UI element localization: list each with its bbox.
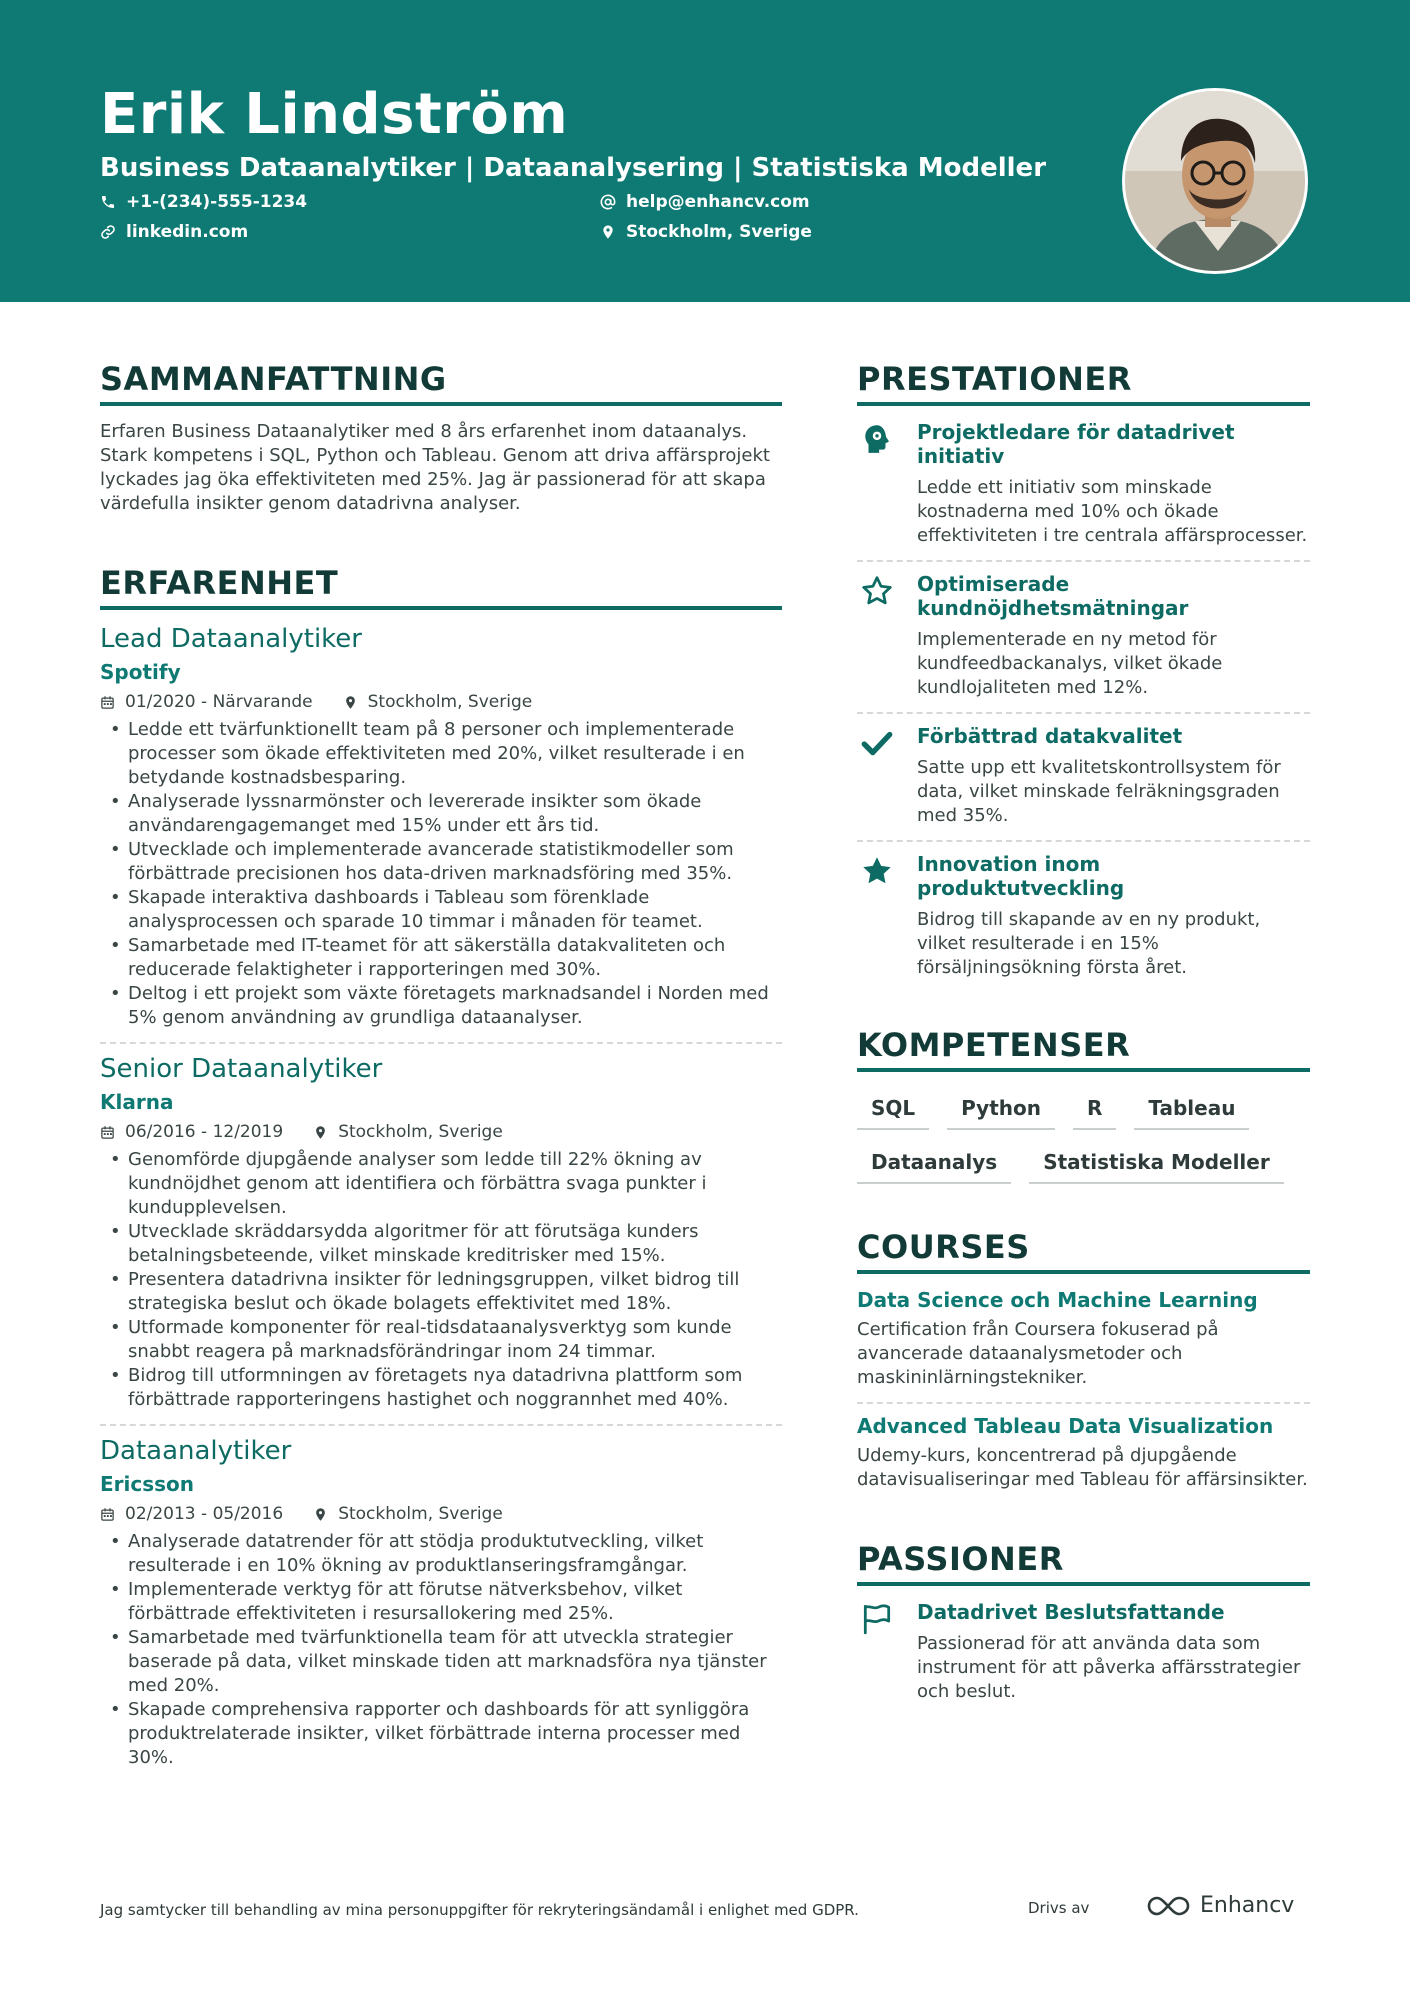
enhancv-logo-icon <box>1146 1894 1192 1918</box>
bullet-item: • Presentera datadrivna insikter för ledningsgruppen, vilket bidrog till strategiska beslut och ökade bolagets effektivitet med 18%. <box>100 1268 782 1316</box>
job-location-text: Stockholm, Sverige <box>338 1504 503 1524</box>
company-name: Spotify <box>100 660 181 684</box>
head-icon <box>857 420 897 548</box>
calendar-icon <box>100 1507 115 1522</box>
job-meta <box>100 1122 782 1142</box>
achievement-title: Projektledare för datadrivet initiativ <box>917 420 1235 468</box>
achievement-body <box>917 852 1310 980</box>
star-filled-icon <box>857 852 897 980</box>
divider <box>857 712 1310 714</box>
job-dates <box>100 1504 283 1524</box>
phone-icon <box>100 194 116 210</box>
section-title-experience: ERFARENHET <box>100 564 782 610</box>
skill-tag: Tableau <box>1134 1090 1249 1130</box>
candidate-name: Erik Lindström <box>100 82 569 147</box>
divider <box>100 1424 782 1426</box>
achievement-body <box>917 572 1310 700</box>
bullet-item: • Implementerade verktyg för att förutse nätverksbehov, vilket förbättrade effektiviteten i resursallokering med 25%. <box>100 1578 782 1626</box>
job-location-text: Stockholm, Sverige <box>338 1122 503 1142</box>
candidate-title: Business Dataanalytiker | Dataanalysering | Statistiska Modeller <box>100 153 1047 183</box>
profile-photo <box>1122 88 1308 274</box>
achievement-desc: Implementerade en ny metod för kundfeedbackanalys, vilket ökade kundlojaliteten med 12%. <box>917 629 1223 698</box>
summary-section <box>100 360 782 516</box>
bullet-item: • Samarbetade med tvärfunktionella team för att utveckla strategier baserade på data, vilket minskade tiden att marknadsföra nya tjänster med 20%. <box>100 1626 782 1698</box>
bullet-item: • Genomförde djupgående analyser som ledde till 22% ökning av kundnöjdhet genom att identifiera och förbättra svaga punkter i kundupplevelsen. <box>100 1148 782 1220</box>
section-title-passions: PASSIONER <box>857 1540 1310 1586</box>
job-title: Lead Dataanalytiker <box>100 624 362 654</box>
section-title-skills: KOMPETENSER <box>857 1026 1310 1072</box>
achievement-title: Optimiserade kundnöjdhetsmätningar <box>917 572 1189 620</box>
skill-tag: Python <box>947 1090 1055 1130</box>
location-text: Stockholm, Sverige <box>626 222 812 242</box>
job-entry <box>100 1436 782 1770</box>
link-icon <box>100 224 116 240</box>
phone-text: +1-(234)-555-1234 <box>126 192 308 212</box>
job-dates <box>100 1122 283 1142</box>
passion-body <box>917 1600 1310 1704</box>
course-desc: Certification från Coursera fokuserad på avancerade dataanalysmetoder och maskininlärningstekniker. <box>857 1319 1219 1388</box>
skill-tag: SQL <box>857 1090 929 1130</box>
job-entry <box>100 624 782 1030</box>
bullet-item: • Analyserade datatrender för att stödja produktutveckling, vilket resulterade i en 10% ökning av produktlanseringsframgångar. <box>100 1530 782 1578</box>
at-icon <box>600 194 616 210</box>
job-dates <box>100 692 313 712</box>
achievement-item <box>857 572 1310 700</box>
job-location <box>313 1122 503 1142</box>
calendar-icon <box>100 1125 115 1140</box>
job-title: Dataanalytiker <box>100 1436 292 1466</box>
bullet-item: • Samarbetade med IT-teamet för att säkerställa datakvaliteten och reducerade felaktigheter i rapporteringen med 30%. <box>100 934 782 982</box>
job-bullets <box>100 1530 782 1770</box>
course-desc: Udemy-kurs, koncentrerad på djupgående datavisualiseringar med Tableau för affärsinsikter. <box>857 1445 1308 1490</box>
left-column <box>100 360 782 1770</box>
contact-phone[interactable] <box>100 192 307 212</box>
company-name: Klarna <box>100 1090 174 1114</box>
bullet-item: • Skapade comprehensiva rapporter och dashboards för att synliggöra produktrelaterade insikter, vilket förbättrade interna processer med 30%. <box>100 1698 782 1770</box>
course-title: Advanced Tableau Data Visualization <box>857 1414 1274 1438</box>
resume-header <box>0 0 1410 302</box>
achievement-title: Innovation inom produktutveckling <box>917 852 1125 900</box>
job-dates-text: 02/2013 - 05/2016 <box>125 1504 284 1524</box>
powered-by-label: Drivs av <box>1028 1899 1090 1917</box>
job-location <box>343 692 533 712</box>
job-bullets <box>100 718 782 1030</box>
job-meta <box>100 1504 782 1524</box>
bullet-item: • Utformade komponenter för real-tidsdataanalysverktyg som kunde snabbt reagera på marknadsförändringar inom 24 timmar. <box>100 1316 782 1364</box>
section-title-achievements: PRESTATIONER <box>857 360 1310 406</box>
passion-item <box>857 1600 1310 1704</box>
job-bullets <box>100 1148 782 1412</box>
section-title-summary: SAMMANFATTNING <box>100 360 782 406</box>
job-dates-text: 06/2016 - 12/2019 <box>125 1122 284 1142</box>
job-entry <box>100 1054 782 1412</box>
location-pin-icon <box>313 1507 328 1522</box>
achievement-item <box>857 852 1310 980</box>
divider <box>857 840 1310 842</box>
email-text: help@enhancv.com <box>626 192 810 212</box>
enhancv-brand-text: Enhancv <box>1200 1893 1295 1918</box>
contact-linkedin[interactable] <box>100 222 248 242</box>
enhancv-logo[interactable] <box>1146 1893 1294 1918</box>
company-name: Ericsson <box>100 1472 195 1496</box>
calendar-icon <box>100 695 115 710</box>
contact-location <box>600 222 812 242</box>
summary-text: Erfaren Business Dataanalytiker med 8 års erfarenhet inom dataanalys. Stark kompetens i SQL, Python och Tableau. Genom att driva affärsprojekt lyckades jag öka effektiviteten med 25%. Jag är passionerad för att skapa värdefulla insikter genom datadrivna analyser. <box>100 421 770 514</box>
job-dates-text: 01/2020 - Närvarande <box>125 692 313 712</box>
right-column <box>857 360 1310 1704</box>
bullet-item: • Utvecklade och implementerade avancerade statistikmodeller som förbättrade precisionen hos data-driven marknadsföring med 35%. <box>100 838 782 886</box>
achievement-item <box>857 420 1310 548</box>
skills-section <box>857 1026 1310 1184</box>
linkedin-text: linkedin.com <box>126 222 249 242</box>
location-pin-icon <box>343 695 358 710</box>
bullet-item: • Utvecklade skräddarsydda algoritmer för att förutsäga kunders betalningsbeteende, vilket minskade kreditrisker med 15%. <box>100 1220 782 1268</box>
courses-section <box>857 1228 1310 1492</box>
skill-tag: R <box>1073 1090 1116 1130</box>
achievement-body <box>917 724 1310 828</box>
achievement-desc: Ledde ett initiativ som minskade kostnaderna med 10% och ökade effektiviteten i tre centrala affärsprocesser. <box>917 477 1308 546</box>
course-title: Data Science och Machine Learning <box>857 1288 1258 1312</box>
achievement-desc: Bidrog till skapande av en ny produkt, vilket resulterade i en 15% försäljningsökning första året. <box>917 909 1261 978</box>
contact-email[interactable] <box>600 192 810 212</box>
achievements-section <box>857 360 1310 980</box>
divider <box>857 1402 1310 1404</box>
passions-section <box>857 1540 1310 1704</box>
divider <box>857 560 1310 562</box>
achievement-body <box>917 420 1310 548</box>
bullet-item: • Analyserade lyssnarmönster och levererade insikter som ökade användarengagemanget med 15% under ett års tid. <box>100 790 782 838</box>
achievement-desc: Satte upp ett kvalitetskontrollsystem för data, vilket minskade felräkningsgraden med 35%. <box>917 757 1281 826</box>
section-title-courses: COURSES <box>857 1228 1310 1274</box>
course-item <box>857 1414 1310 1492</box>
passion-desc: Passionerad för att använda data som instrument för att påverka affärsstrategier och beslut. <box>917 1633 1301 1702</box>
job-location <box>313 1504 503 1524</box>
gdpr-consent: Jag samtycker till behandling av mina personuppgifter för rekryteringsändamål i enlighet med GDPR. <box>100 1901 859 1919</box>
flag-icon <box>857 1600 897 1704</box>
checkmark-icon <box>857 724 897 828</box>
location-pin-icon <box>313 1125 328 1140</box>
skill-tag: Statistiska Modeller <box>1029 1144 1284 1184</box>
bullet-item: • Skapade interaktiva dashboards i Tableau som förenklade analysprocessen och sparade 10 timmar i månaden för teamet. <box>100 886 782 934</box>
experience-section <box>100 564 782 1770</box>
avatar <box>1125 91 1308 274</box>
passion-title: Datadrivet Beslutsfattande <box>917 1600 1225 1624</box>
bullet-item: • Deltog i ett projekt som växte företagets marknadsandel i Norden med 5% genom användning av grundliga dataanalyser. <box>100 982 782 1030</box>
achievement-title: Förbättrad datakvalitet <box>917 724 1183 748</box>
job-title: Senior Dataanalytiker <box>100 1054 383 1084</box>
job-location-text: Stockholm, Sverige <box>367 692 533 712</box>
divider <box>100 1042 782 1044</box>
bullet-item: • Bidrog till utformningen av företagets nya datadrivna plattform som förbättrade rapporteringens hastighet och noggrannhet med 40%. <box>100 1364 782 1412</box>
course-item <box>857 1288 1310 1390</box>
location-pin-icon <box>600 224 616 240</box>
job-meta <box>100 692 782 712</box>
skill-tag: Dataanalys <box>857 1144 1011 1184</box>
bullet-item: • Ledde ett tvärfunktionellt team på 8 personer och implementerade processer som ökade effektiviteten med 20%, vilket resulterade i en betydande kostnadsbesparing. <box>100 718 782 790</box>
achievement-item <box>857 724 1310 828</box>
star-outline-icon <box>857 572 897 700</box>
